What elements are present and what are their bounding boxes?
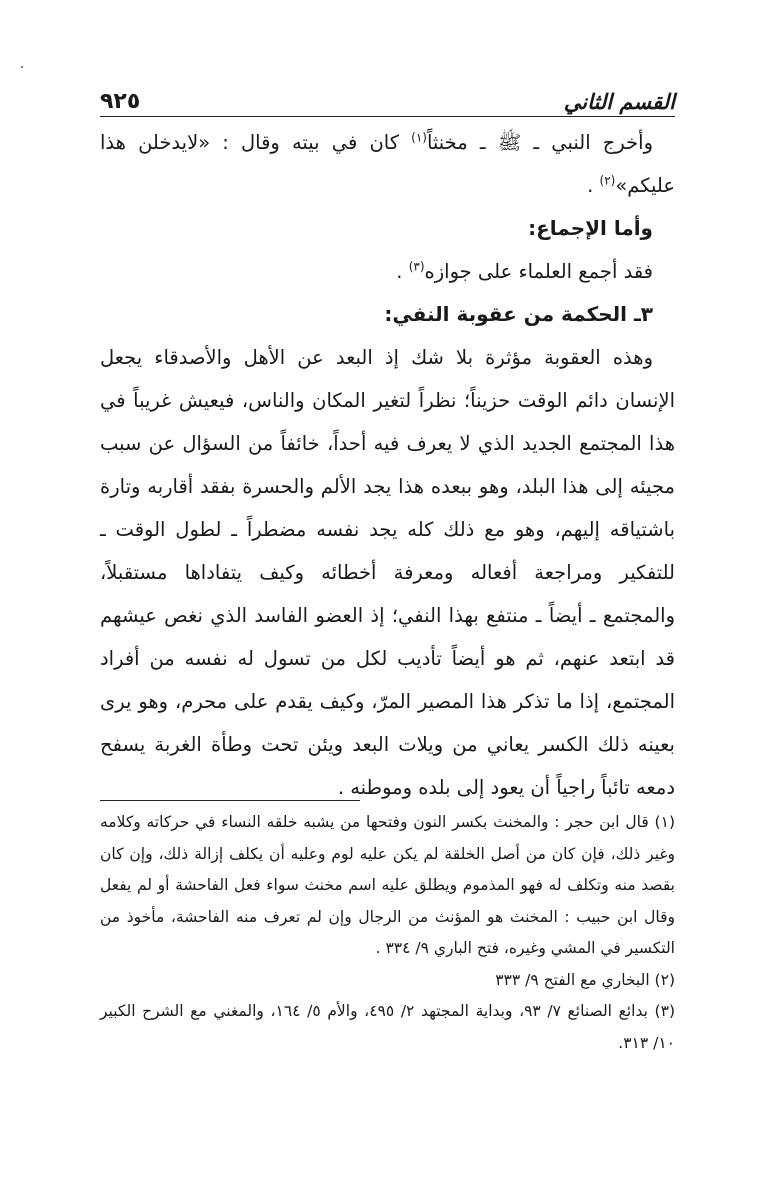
heading-wisdom: ٣ـ الحكمة من عقوبة النفي: (384, 302, 653, 326)
footnote-1: (١) قال ابن حجر : والمخنث بكسر النون وفتحها من يشبه خلقه النساء في حركاته وكلامه وغير ذلك، فإن كان من أصل الخلقة لم يكن عليه لوم وعليه أن يكلف إزالة ذلك، وإن كان بقصد منه وتكلف له فهو المذموم ويطلق عليه اسم مخنث سواء فعل الفاحشة أو لم يفعل وقال ابن حبيب : المخنث هو المؤنث من الرجال وإن لم تعرف منه الفاحشة، مأخوذ من التكسير في المشي وغيره، فتح الباري ٩/ ٣٣٤ . (100, 813, 675, 957)
paragraph-ijma (100, 250, 675, 293)
hadith-period: . (587, 174, 600, 197)
footnotes-section (100, 800, 675, 1059)
hadith-text-end: كان في بيته وقال : «لايدخلن هذا عليكم» (100, 131, 675, 197)
paragraph-hadith (100, 121, 675, 207)
page-number: ٩٢٥ (100, 89, 141, 114)
ijma-period: . (396, 260, 409, 283)
heading-ijma: وأما الإجماع: (528, 216, 653, 240)
ijma-text: فقد أجمع العلماء على جوازه (424, 260, 653, 283)
running-header (100, 78, 675, 117)
main-text (100, 121, 675, 809)
footnote-3: (٣) بدائع الصنائع ٧/ ٩٣، وبداية المجتهد ٢/ ٤٩٥، والأم ٥/ ١٦٤، والمغني مع الشرح الكبير ١٠/ ٣١٣. (100, 1002, 675, 1052)
paragraph-wisdom: وهذه العقوبة مؤثرة بلا شك إذ البعد عن الأهل والأصدقاء يجعل الإنسان دائم الوقت حزيناً؛ نظراً لتغير المكان والناس، فيعيش غريباً في هذا المجتمع الجديد الذي لا يعرف فيه أحداً، خائفاً من السؤال عن سبب مجيئه إلى هذا البلد، وهو ببعده هذا يجد الألم والحسرة بفقد أقاربه وتارة باشتياقه إليهم، وهو مع ذلك كله يجد نفسه مضطراً ـ لطول الوقت ـ للتفكير ومراجعة أفعاله ومعرفة أخطائه وكيف يتفاداها مستقبلاً، والمجتمع ـ أيضاً ـ منتفع بهذا النفي؛ إذ العضو الفاسد الذي نغص عيشهم قد ابتعد عنهم، ثم هو أيضاً تأديب لكل من تسول له نفسه من أفراد المجتمع، إذا ما تذكر هذا المصير المرّ، وكيف يقدم على محرم، وهو يرى بعينه ذلك الكسر يعاني من ويلات البعد ويئن تحت وطأة الغربة يسفح دمعه تائباً راجياً أن يعود إلى بلده وموطنه . (100, 346, 675, 799)
footnote-ref-3: (٣) (408, 259, 425, 274)
scan-speck (21, 66, 23, 68)
footnote-ref-1: (١) (411, 130, 427, 145)
hadith-text-start: وأخرج النبي ـ ﷺ ـ مخنثاً (426, 131, 653, 154)
page-body (100, 78, 675, 809)
chapter-title: القسم الثاني (563, 90, 675, 114)
footnote-divider (100, 800, 360, 801)
footnote-ref-2: (٢) (599, 173, 616, 188)
footnote-2: (٢) البخاري مع الفتح ٩/ ٣٣٣ (495, 970, 675, 989)
